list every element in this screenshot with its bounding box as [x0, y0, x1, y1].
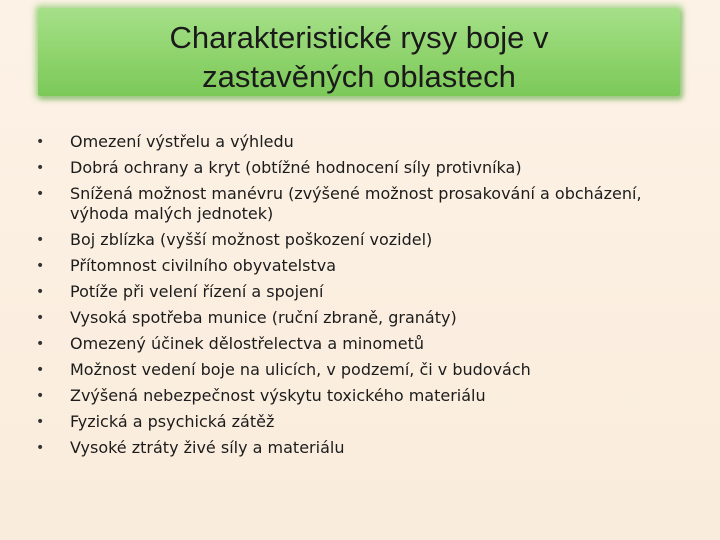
- bullet-icon: •: [36, 232, 45, 248]
- list-item: [36, 129, 696, 155]
- list-item: [36, 383, 696, 409]
- bullet-text: Vysoká spotřeba munice (ruční zbraně, granáty): [70, 308, 457, 327]
- bullet-text: Boj zblízka (vyšší možnost poškození vozidel): [70, 230, 433, 249]
- list-item: [36, 357, 696, 383]
- bullet-text: Omezený účinek dělostřelectva a minometů: [70, 334, 425, 353]
- title-banner: [38, 8, 680, 96]
- bullet-text: Potíže při velení řízení a spojení: [70, 282, 324, 301]
- list-item: [36, 409, 696, 435]
- bullet-text: Fyzická a psychická zátěž: [70, 412, 275, 431]
- bullet-text: Dobrá ochrany a kryt (obtížné hodnocení síly protivníka): [70, 158, 522, 177]
- bullet-text: Vysoké ztráty živé síly a materiálu: [70, 438, 345, 457]
- list-item: [36, 435, 696, 461]
- list-item: [36, 155, 696, 181]
- bullet-text: Snížená možnost manévru (zvýšené možnost prosakování a obcházení, výhoda malých jednotek): [70, 184, 642, 223]
- bullet-icon: •: [36, 310, 45, 326]
- bullet-text: Zvýšená nebezpečnost výskytu toxického materiálu: [70, 386, 486, 405]
- bullet-icon: •: [36, 258, 45, 274]
- bullet-list: [36, 129, 696, 461]
- list-item: [36, 227, 696, 253]
- bullet-text: Omezení výstřelu a výhledu: [70, 132, 294, 151]
- list-item: [36, 181, 696, 227]
- slide-title: [38, 18, 680, 96]
- bullet-icon: •: [36, 186, 45, 202]
- bullet-icon: •: [36, 388, 45, 404]
- bullet-text: Přítomnost civilního obyvatelstva: [70, 256, 336, 275]
- bullet-icon: •: [36, 160, 45, 176]
- bullet-text: Možnost vedení boje na ulicích, v podzemí, či v budovách: [70, 360, 531, 379]
- list-item: [36, 305, 696, 331]
- bullet-icon: •: [36, 362, 45, 378]
- bullet-icon: •: [36, 134, 45, 150]
- bullet-icon: •: [36, 440, 45, 456]
- bullet-icon: •: [36, 336, 45, 352]
- bullet-icon: •: [36, 284, 45, 300]
- title-line-1: Charakteristické rysy boje v: [169, 20, 549, 55]
- bullet-icon: •: [36, 414, 45, 430]
- title-line-2: zastavěných oblastech: [202, 59, 516, 94]
- list-item: [36, 253, 696, 279]
- list-item: [36, 279, 696, 305]
- list-item: [36, 331, 696, 357]
